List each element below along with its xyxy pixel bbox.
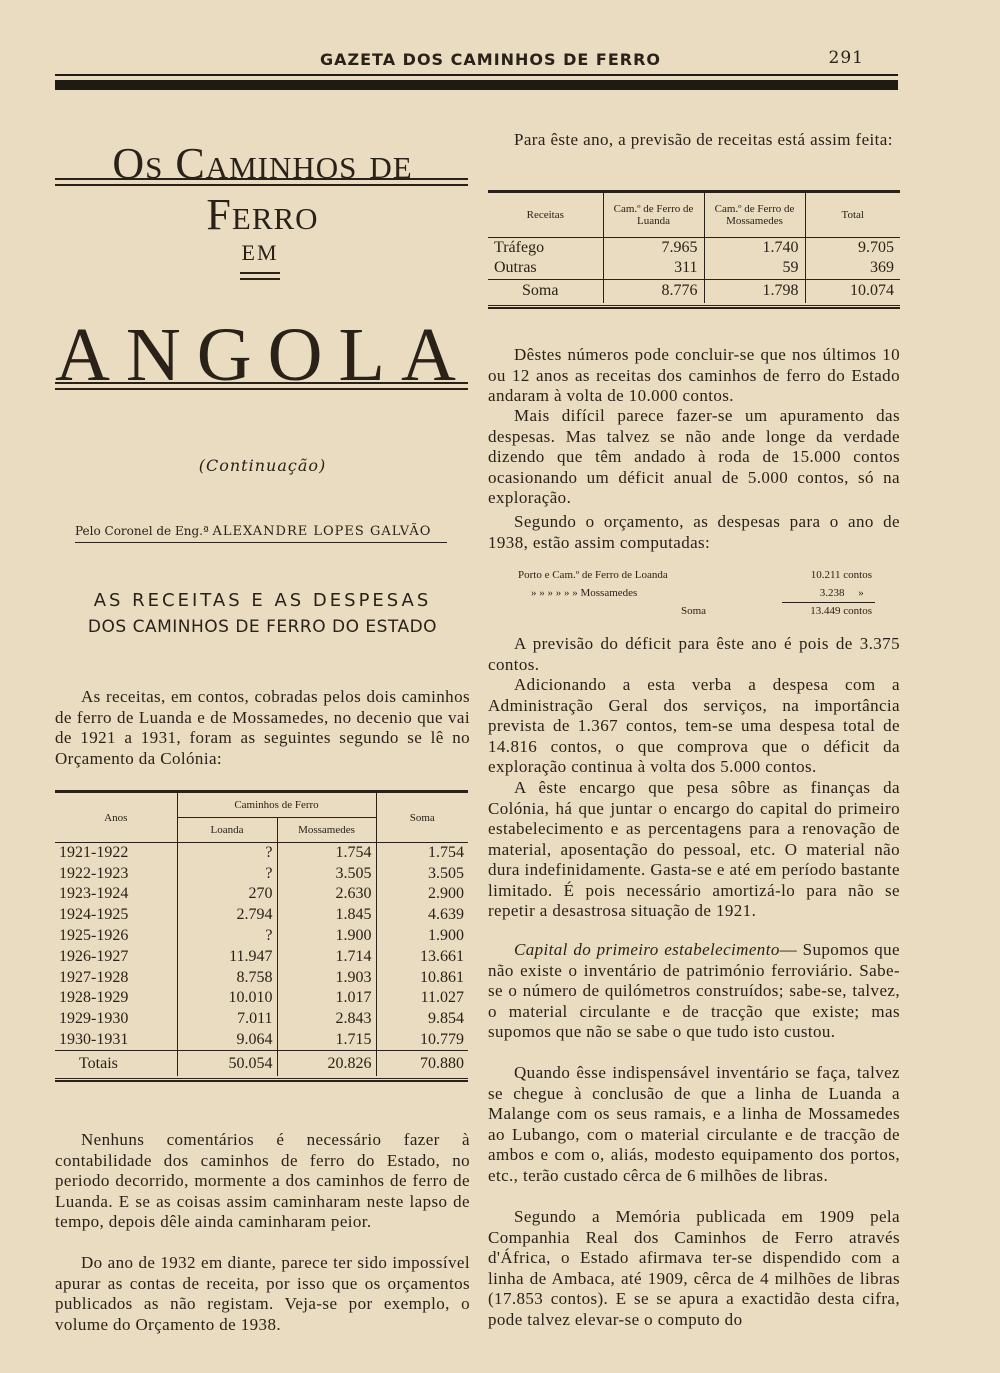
- table-row: [55, 988, 468, 1009]
- luanda-cell: ?: [177, 843, 277, 864]
- title-em: EM: [241, 240, 279, 265]
- expense-table-1938: [515, 566, 885, 620]
- luanda-cell: ?: [177, 863, 277, 884]
- table-row: [55, 926, 468, 947]
- table1-bottom-rule: [55, 1078, 468, 1082]
- expense-row2-label: » » » » » » Mossamedes: [531, 587, 638, 599]
- expense-sum-value: 13.449 contos: [810, 605, 872, 618]
- capital-burden-paragraph: A êste encargo que pesa sôbre as finanças da Colónia, há que juntar o encargo do capital do primeiro estabelecimento e as percentagens para a renovação de material, aposentação do pessoal, etc. O material não dura indefinidamente. Gasta-se e até em período bastante limitado. É pois necessário amortizá-lo para não se repetir a desastrosa situação de 1921.: [488, 778, 900, 920]
- capital-text: — Supomos que não existe o inventário de património ferroviário. Sabe-se o número de quilómetros construídos; sabe-se, talvez, o material circulante e de tracção que existe; mas supomos que não se sabe o que tudo isto custou.: [488, 940, 900, 1041]
- expense-paragraph: Mais difícil parece fazer-se um apuramento das despesas. Mas talvez se não ande longe da verdade dizendo que têm andado à roda de 15.000 contos ocasionando um déficit anual de 5.000 contos, só na exploração.: [488, 406, 900, 507]
- soma-cell: 1.900: [428, 927, 464, 945]
- capital-heading: Capital do primeiro estabelecimento: [514, 940, 780, 959]
- section-heading-line2: DOS CAMINHOS DE FERRO DO ESTADO: [87, 617, 438, 637]
- totals-mossamedes: 20.826: [277, 1050, 376, 1076]
- total-cell: 369: [870, 259, 894, 277]
- table-row: [55, 863, 468, 884]
- col-group-caminhos: Caminhos de Ferro: [177, 793, 376, 818]
- col-anos: Anos: [55, 793, 177, 843]
- table-row: [55, 967, 468, 988]
- revenue-table-decade: [55, 790, 468, 1082]
- year-cell: 1926-1927: [55, 946, 177, 967]
- revenue-conclusion: Dêstes números pode concluir-se que nos últimos 10 ou 12 anos as receitas dos caminhos de ferro do Estado andaram à volta de 10.000 contos.: [488, 345, 900, 405]
- soma-cell: 9.854: [428, 1010, 464, 1028]
- soma-cell: 10.861: [420, 968, 464, 986]
- mossamedes-cell: 1.903: [277, 967, 376, 988]
- table-row: [55, 1009, 468, 1030]
- mossamedes-cell: 1.900: [277, 926, 376, 947]
- col-total: Total: [805, 193, 900, 237]
- sum-label: Soma: [488, 279, 603, 303]
- header-rule-thick: [55, 80, 898, 90]
- sum-luanda: 8.776: [603, 279, 704, 303]
- year-cell: 1929-1930: [55, 1009, 177, 1030]
- expense-row1-value: 10.211 contos: [810, 569, 872, 581]
- row-label: Outras: [488, 258, 603, 279]
- soma-cell: 3.505: [428, 864, 464, 882]
- luanda-cell: 270: [177, 884, 277, 905]
- mossamedes-cell: 1.017: [277, 988, 376, 1009]
- capital-paragraph: [488, 940, 900, 1043]
- expense-row2-value: [782, 584, 875, 602]
- mossamedes-cell: 2.630: [277, 884, 376, 905]
- comment-paragraph: Nenhuns comentários é necessário fazer à contabilidade dos caminhos de ferro do Estado, no periodo decorrido, mormente a dos caminhos de ferro de Luanda. E se as coisas assim caminharam neste lapso de tempo, depois dêle ainda caminharam peior.: [55, 1130, 470, 1231]
- row-label: Tráfego: [488, 237, 603, 258]
- mossamedes-cell: 1.845: [277, 905, 376, 926]
- col-receitas: Receitas: [488, 193, 603, 237]
- year-cell: 1928-1929: [55, 988, 177, 1009]
- running-header: [55, 48, 900, 72]
- luanda-cell: 10.010: [177, 988, 277, 1009]
- totals-label: Totais: [55, 1050, 177, 1076]
- col-luanda: Loanda: [177, 818, 277, 843]
- table-row: [488, 258, 900, 279]
- table2-bottom-rule: [488, 305, 900, 309]
- expense-row2-number: 3.238: [819, 586, 845, 599]
- soma-cell: 10.779: [420, 1030, 464, 1048]
- luanda-cell: 7.011: [177, 1009, 277, 1030]
- totals-soma: 70.880: [376, 1050, 468, 1076]
- section-heading-line1: AS RECEITAS E AS DESPESAS: [93, 590, 432, 611]
- mossamedes-cell: 3.505: [277, 863, 376, 884]
- luanda-cell: 8.758: [177, 967, 277, 988]
- year-cell: 1930-1931: [55, 1030, 177, 1051]
- sum-row: [488, 279, 900, 303]
- table-row: [55, 884, 468, 905]
- deficit-forecast: A previsão do déficit para êste ano é pois de 3.375 contos.: [488, 634, 900, 674]
- inventory-paragraph: Quando êsse indispensável inventário se faça, talvez se chegue à conclusão de que a linha de Luanda a Malange com os seus ramais, e a linha de Mossamedes ao Lubango, com o material circulante e de tracção de ambos e com o, aliás, modesto equipamento dos portos, etc., terão custado cêrca de 6 milhões de libras.: [488, 1063, 900, 1185]
- table-row: [55, 905, 468, 926]
- forecast-intro: Para êste ano, a previsão de receitas está assim feita:: [514, 130, 893, 149]
- byline-prefix: Pelo Coronel de Eng.ª: [75, 524, 209, 538]
- table-row: [55, 1030, 468, 1051]
- expense-row2-unit: »: [858, 586, 864, 599]
- header-rule-thin: [55, 74, 898, 76]
- angola-rule: [55, 382, 468, 390]
- mossamedes-cell: 1.754: [277, 843, 376, 864]
- article-country: ANGOLA: [55, 313, 472, 397]
- soma-cell: 13.661: [420, 947, 464, 965]
- budget-1938-paragraph: Segundo o orçamento, as despesas para o ano de 1938, estão assim computadas:: [488, 512, 900, 552]
- post-1932-paragraph: Do ano de 1932 em diante, parece ter sido impossível apurar as contas de receita, por isso que os orçamentos publicados as não registam. Veja-se por exemplo, o volume do Orçamento de 1938.: [55, 1253, 470, 1334]
- em-rule-2: [240, 278, 280, 280]
- expense-sum-label: Soma: [681, 605, 707, 617]
- totals-row: [55, 1050, 468, 1076]
- year-cell: 1927-1928: [55, 967, 177, 988]
- mossamedes-cell: 1.715: [277, 1030, 376, 1051]
- soma-cell: 4.639: [428, 906, 464, 924]
- byline-rule: [75, 542, 447, 543]
- table1-body: [55, 843, 468, 1077]
- col-mossamedes: Mossamedes: [277, 818, 376, 843]
- soma-cell: 1.754: [428, 844, 464, 862]
- memoria-paragraph: Segundo a Memória publicada em 1909 pela Companhia Real dos Caminhos de Ferro através d'África, o Estado afirmava ter-se dispendido com a linha de Ambaca, até 1909, cêrca de 4 milhões de libras (17.853 contos). E se se apura a exactidão desta cifra, pode talvez elevar-se o computo do: [488, 1207, 900, 1329]
- intro-paragraph: As receitas, em contos, cobradas pelos dois caminhos de ferro de Luanda e de Mossamedes, no decenio que vai de 1921 a 1931, foram as seguintes segundo se lê no Orçamento da Colónia:: [55, 687, 470, 768]
- luanda-cell: 11.947: [177, 946, 277, 967]
- totals-luanda: 50.054: [177, 1050, 277, 1076]
- page-number: 291: [828, 48, 864, 68]
- col-cf-mossamedes: Cam.º de Ferro de Mossamedes: [704, 193, 805, 237]
- luanda-cell: 7.965: [603, 237, 704, 258]
- year-cell: 1922-1923: [55, 863, 177, 884]
- admin-expense-paragraph: Adicionando a esta verba a despesa com a Administração Geral dos serviços, na importância prevista de 1.367 contos, tem-se uma despesa total de 14.816 contos, o que comprova que o déficit da exploração continua à volta dos 5.000 contos.: [488, 675, 900, 776]
- year-cell: 1924-1925: [55, 905, 177, 926]
- mossamedes-cell: 1.714: [277, 946, 376, 967]
- continuation-note: (Continuação): [198, 456, 327, 475]
- total-cell: 9.705: [858, 238, 894, 256]
- year-cell: 1923-1924: [55, 884, 177, 905]
- sum-mossamedes: 1.798: [704, 279, 805, 303]
- luanda-cell: 311: [603, 258, 704, 279]
- byline: [75, 524, 431, 539]
- title-rule: [55, 178, 468, 186]
- col-cf-luanda: Cam.º de Ferro de Luanda: [603, 193, 704, 237]
- em-rule-1: [240, 272, 280, 274]
- sum-total: 10.074: [805, 279, 900, 303]
- mossamedes-cell: 59: [704, 258, 805, 279]
- soma-cell: 2.900: [428, 885, 464, 903]
- expense-row1-label: Porto e Cam.º de Ferro de Loanda: [518, 569, 668, 581]
- luanda-cell: 9.064: [177, 1030, 277, 1051]
- luanda-cell: 2.794: [177, 905, 277, 926]
- soma-cell: 11.027: [420, 989, 464, 1007]
- section-heading: [55, 588, 470, 640]
- luanda-cell: ?: [177, 926, 277, 947]
- table-row: [55, 946, 468, 967]
- mossamedes-cell: 1.740: [704, 237, 805, 258]
- author-name: ALEXANDRE LOPES GALVÃO: [212, 524, 432, 539]
- year-cell: 1925-1926: [55, 926, 177, 947]
- year-cell: 1921-1922: [55, 843, 177, 864]
- mossamedes-cell: 2.843: [277, 1009, 376, 1030]
- table-row: [55, 843, 468, 864]
- table-row: [488, 237, 900, 258]
- table2-body: [488, 237, 900, 303]
- article-title: Os Caminhos de Ferro: [112, 139, 413, 239]
- journal-title: GAZETA DOS CAMINHOS DE FERRO: [320, 50, 662, 69]
- col-soma: Soma: [376, 793, 468, 843]
- revenue-forecast-table: [488, 190, 900, 309]
